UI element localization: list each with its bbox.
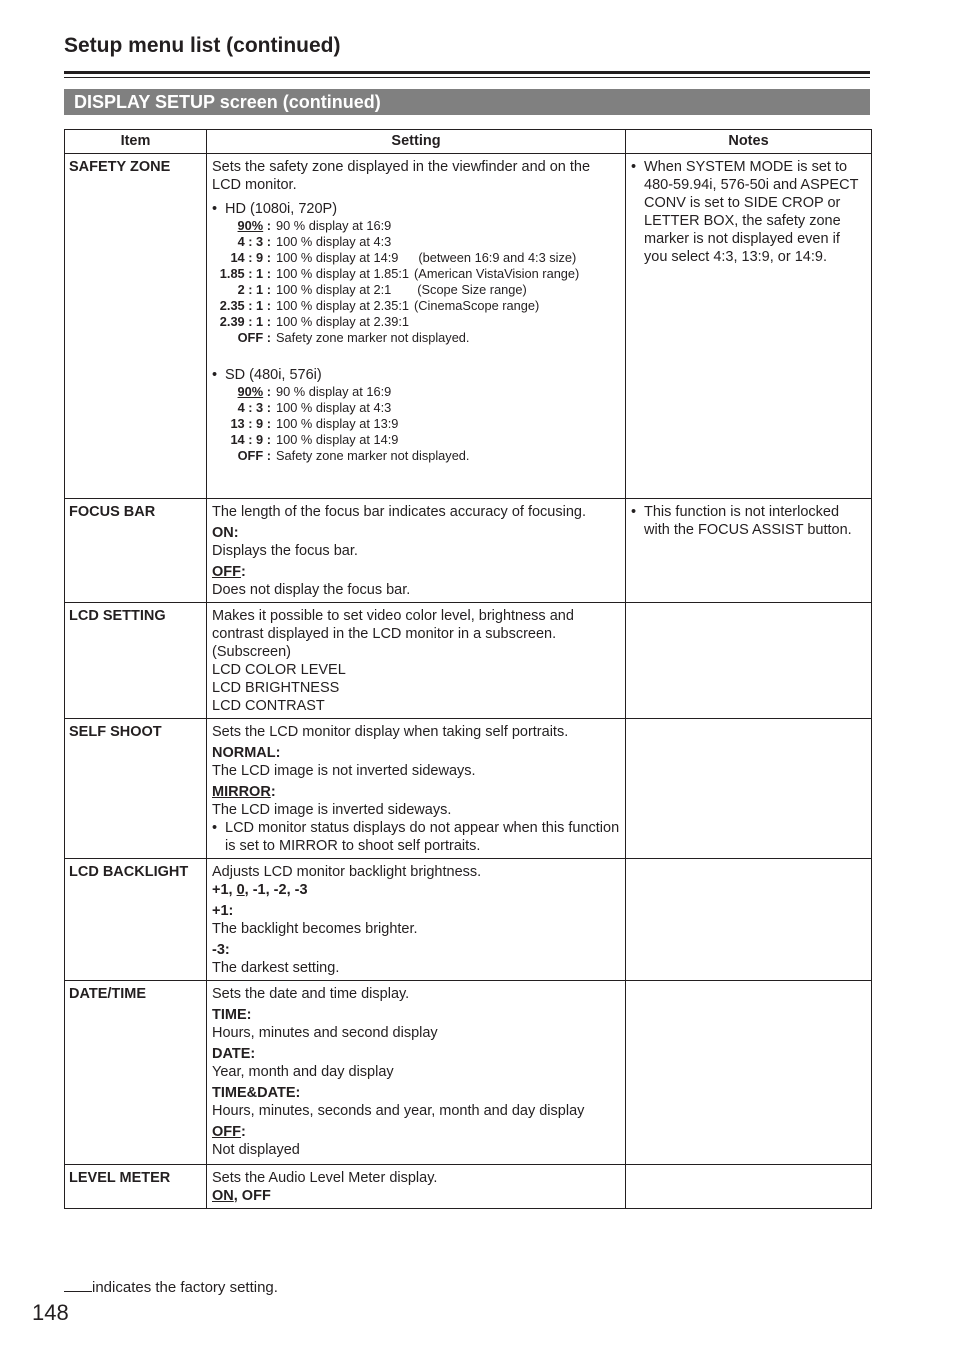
option-key: 90% bbox=[237, 384, 264, 399]
option-key: 1.85 : 1 bbox=[219, 266, 264, 281]
option-value: Safety zone marker not displayed. bbox=[276, 448, 470, 463]
option-label-default: MIRROR bbox=[212, 784, 271, 800]
notes-cell bbox=[626, 981, 872, 1165]
option-default: 0 bbox=[236, 882, 245, 898]
setting-bullet: • LCD monitor status displays do not appear when this function is set to MIRROR to shoot self portraits. bbox=[212, 820, 620, 854]
option-value: 100 % display at 14:9 bbox=[276, 250, 399, 265]
option-key: OFF bbox=[237, 330, 264, 345]
option-label: NORMAL: bbox=[212, 745, 281, 761]
setting-cell: The length of the focus bar indicates accuracy of focusing. ON: Displays the focus bar. OFF: Does not display the focus bar. bbox=[207, 499, 626, 603]
page-number: 148 bbox=[32, 1300, 69, 1325]
notes-cell bbox=[626, 859, 872, 981]
setting-description: Sets the LCD monitor display when taking self portraits. bbox=[212, 724, 569, 740]
subscreen-item: LCD COLOR LEVEL bbox=[212, 662, 346, 678]
option-key: 4 : 3 bbox=[237, 234, 264, 249]
option-key: 4 : 3 bbox=[237, 400, 264, 415]
option-row: 90% : 90 % display at 16:9 bbox=[212, 384, 621, 400]
setting-description: The length of the focus bar indicates accuracy of focusing. bbox=[212, 504, 586, 520]
option-key: OFF bbox=[237, 448, 264, 463]
option-key: 14 : 9 bbox=[230, 432, 264, 447]
sd-heading-text: SD (480i, 576i) bbox=[225, 367, 322, 383]
underline-sample bbox=[64, 1278, 92, 1292]
option-label: TIME&DATE: bbox=[212, 1085, 301, 1101]
setting-cell bbox=[207, 603, 626, 719]
option-key: 13 : 9 bbox=[230, 416, 264, 431]
subscreen-label: (Subscreen) bbox=[212, 644, 291, 660]
item-cell: SELF SHOOT bbox=[65, 719, 207, 859]
setting-description: Makes it possible to set video color level, brightness and contrast displayed in the LCD monitor in a subscreen. bbox=[212, 608, 574, 642]
option-row: 4 : 3 : 100 % display at 4:3 bbox=[212, 234, 621, 250]
option-description: Displays the focus bar. bbox=[212, 543, 358, 559]
column-header-item: Item bbox=[65, 130, 207, 154]
option-row: 13 : 9 : 100 % display at 13:9 bbox=[212, 416, 621, 432]
notes-cell bbox=[626, 154, 872, 499]
option-row: 2.35 : 1 : 100 % display at 2.35:1 (CinemaScope range) bbox=[219, 298, 540, 313]
option-description: Hours, minutes, seconds and year, month and day display bbox=[212, 1103, 585, 1119]
table-row-lcd-backlight bbox=[65, 859, 872, 981]
option-value: 90 % display at 16:9 bbox=[276, 384, 392, 399]
option-label-default: OFF bbox=[212, 1124, 241, 1140]
page-title: Setup menu list (continued) bbox=[64, 34, 341, 57]
option-row: 1.85 : 1 : 100 % display at 1.85:1 (American VistaVision range) bbox=[219, 266, 580, 281]
option-description: The darkest setting. bbox=[212, 960, 340, 976]
note-bullet: • When SYSTEM MODE is set to 480-59.94i, 576-50i and ASPECT CONV is set to SIDE CROP or LETTER BOX, the safety zone marker is not displayed even if you select 4:3, 13:9, or 14:9. bbox=[631, 158, 867, 266]
option-description: The LCD image is inverted sideways. bbox=[212, 802, 452, 818]
item-cell: DATE/TIME bbox=[65, 981, 207, 1165]
item-cell: LCD BACKLIGHT bbox=[65, 859, 207, 981]
subscreen-item: LCD BRIGHTNESS bbox=[212, 680, 340, 696]
title-rule-thick bbox=[64, 71, 870, 74]
note-bullet: • This function is not interlocked with the FOCUS ASSIST button. bbox=[631, 503, 867, 539]
option-label-default: OFF bbox=[212, 564, 241, 580]
table-row-date-time bbox=[65, 981, 872, 1165]
item-cell: LEVEL METER bbox=[65, 1165, 207, 1209]
option-list-a: +1, bbox=[212, 882, 237, 898]
option-description: Year, month and day display bbox=[212, 1064, 394, 1080]
item-cell: SAFETY ZONE bbox=[65, 154, 207, 499]
option-row: OFF : Safety zone marker not displayed. bbox=[212, 448, 621, 464]
sd-options bbox=[212, 384, 621, 464]
notes-cell bbox=[626, 1165, 872, 1209]
option-label: TIME: bbox=[212, 1007, 252, 1023]
option-key: 2.35 : 1 bbox=[219, 298, 264, 313]
option-label: ON bbox=[212, 525, 234, 541]
section-heading: DISPLAY SETUP screen (continued) bbox=[64, 89, 870, 115]
subscreen-item: LCD CONTRAST bbox=[212, 698, 325, 714]
column-header-setting: Setting bbox=[207, 130, 626, 154]
option-value: Safety zone marker not displayed. bbox=[276, 330, 470, 345]
option-label: DATE: bbox=[212, 1046, 256, 1062]
option-row: 14 : 9 : 100 % display at 14:9 bbox=[212, 432, 621, 448]
option-key: 2.39 : 1 bbox=[219, 314, 264, 329]
option-row: 4 : 3 : 100 % display at 4:3 bbox=[212, 400, 621, 416]
option-key: 2 : 1 bbox=[237, 282, 264, 297]
option-label: -3: bbox=[212, 942, 230, 958]
setting-cell: Sets the date and time display. TIME: Hours, minutes and second display DATE: Year, month and day display TIME&DATE: Hours, minutes, seconds and year, month and day display OFF: Not displayed bbox=[207, 981, 626, 1165]
option-note: (Scope Size range) bbox=[417, 282, 527, 297]
option-row: 14 : 9 : 100 % display at 14:9 (between 16:9 and 4:3 size) bbox=[230, 250, 577, 265]
option-value: 100 % display at 14:9 bbox=[276, 432, 399, 447]
setting-description: Sets the safety zone displayed in the viewfinder and on the LCD monitor. bbox=[212, 159, 591, 193]
option-key: 14 : 9 bbox=[230, 250, 264, 265]
option-list-b: , OFF bbox=[233, 1188, 271, 1204]
option-list bbox=[212, 1187, 621, 1205]
table-header-row bbox=[65, 130, 872, 154]
option-value: 100 % display at 4:3 bbox=[276, 400, 392, 415]
hd-options bbox=[212, 218, 621, 346]
option-description: Hours, minutes and second display bbox=[212, 1025, 438, 1041]
table-row-lcd-setting bbox=[65, 603, 872, 719]
option-description: Not displayed bbox=[212, 1142, 300, 1158]
notes-cell bbox=[626, 719, 872, 859]
hd-heading-text: HD (1080i, 720P) bbox=[225, 201, 338, 217]
option-value: 100 % display at 2.39:1 bbox=[276, 314, 410, 329]
setting-cell bbox=[207, 859, 626, 981]
option-value: 100 % display at 4:3 bbox=[276, 234, 392, 249]
notes-cell bbox=[626, 603, 872, 719]
setting-description: Adjusts LCD monitor backlight brightness. bbox=[212, 864, 482, 880]
table-row-level-meter bbox=[65, 1165, 872, 1209]
option-row: 90% : 90 % display at 16:9 bbox=[212, 218, 621, 234]
option-default: ON bbox=[212, 1188, 234, 1204]
option-description: Does not display the focus bar. bbox=[212, 582, 411, 598]
note-text: This function is not interlocked with the FOCUS ASSIST button. bbox=[644, 504, 852, 538]
option-value: 100 % display at 2:1 bbox=[276, 282, 392, 297]
hd-heading: • HD (1080i, 720P) bbox=[212, 200, 621, 218]
option-label: +1: bbox=[212, 903, 234, 919]
option-description: The backlight becomes brighter. bbox=[212, 921, 418, 937]
option-note: (American VistaVision range) bbox=[414, 266, 580, 281]
footnote-text: indicates the factory setting. bbox=[92, 1279, 278, 1296]
setting-cell bbox=[207, 1165, 626, 1209]
option-description: The LCD image is not inverted sideways. bbox=[212, 763, 476, 779]
sd-heading: • SD (480i, 576i) bbox=[212, 366, 621, 384]
item-cell: FOCUS BAR bbox=[65, 499, 207, 603]
setting-description: Sets the Audio Level Meter display. bbox=[212, 1170, 438, 1186]
table-row-safety-zone bbox=[65, 154, 872, 499]
option-note: (CinemaScope range) bbox=[414, 298, 540, 313]
option-value: 90 % display at 16:9 bbox=[276, 218, 392, 233]
option-note: (between 16:9 and 4:3 size) bbox=[418, 250, 577, 265]
option-value: 100 % display at 1.85:1 bbox=[276, 266, 410, 281]
note-text: When SYSTEM MODE is set to 480-59.94i, 576-50i and ASPECT CONV is set to SIDE CROP or LETTER BOX, the safety zone marker is not displayed even if you select 4:3, 13:9, or 14:9. bbox=[644, 159, 859, 265]
title-rule-thin bbox=[64, 77, 870, 78]
option-value: 100 % display at 2.35:1 bbox=[276, 298, 410, 313]
table-row-self-shoot bbox=[65, 719, 872, 859]
option-list-b: , -1, -2, -3 bbox=[244, 882, 308, 898]
setting-cell: Sets the LCD monitor display when taking self portraits. NORMAL: The LCD image is not inverted sideways. MIRROR: The LCD image is inverted sideways. • LCD monitor status displays do not appear when this function is set to MIRROR to shoot self portraits. bbox=[207, 719, 626, 859]
setting-cell bbox=[207, 154, 626, 499]
option-row: OFF : Safety zone marker not displayed. bbox=[212, 330, 621, 346]
notes-cell bbox=[626, 499, 872, 603]
option-row: 2.39 : 1 : 100 % display at 2.39:1 bbox=[212, 314, 621, 330]
option-key: 90% bbox=[237, 218, 264, 233]
item-cell: LCD SETTING bbox=[65, 603, 207, 719]
option-value: 100 % display at 13:9 bbox=[276, 416, 399, 431]
column-header-notes: Notes bbox=[626, 130, 872, 154]
factory-setting-footnote bbox=[64, 1278, 278, 1296]
bullet-text: LCD monitor status displays do not appear when this function is set to MIRROR to shoot self portraits. bbox=[225, 820, 620, 854]
setting-description: Sets the date and time display. bbox=[212, 986, 410, 1002]
table-row-focus-bar bbox=[65, 499, 872, 603]
setup-menu-table bbox=[64, 129, 872, 1209]
option-row: 2 : 1 : 100 % display at 2:1 (Scope Size range) bbox=[237, 282, 527, 297]
option-list bbox=[212, 881, 621, 899]
